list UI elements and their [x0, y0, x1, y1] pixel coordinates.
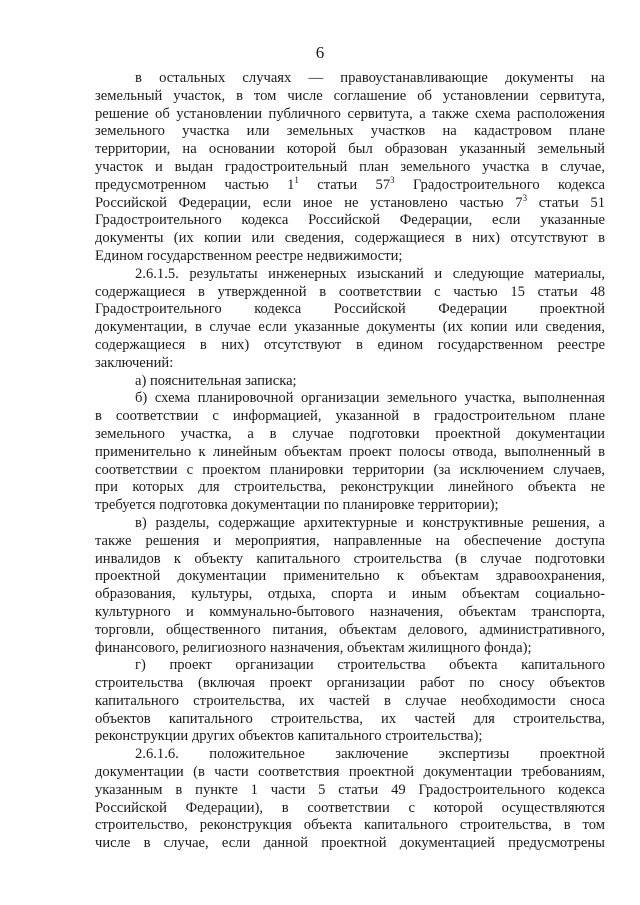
text-line — [95, 746, 605, 764]
paragraph-p-2-6-1-5 — [95, 266, 605, 373]
text-line — [95, 174, 605, 195]
text-line — [95, 835, 605, 853]
text-segment: также решения и мероприятия, направленные на обеспечение доступа — [95, 532, 605, 549]
text-line — [95, 586, 605, 604]
superscript: 3 — [390, 174, 395, 185]
text-segment: документации, в случае если указанные документы (их копии или сведения, — [95, 319, 605, 336]
text-segment: инвалидов к объекту капитального строительства (в случае подготовки — [95, 550, 605, 567]
text-segment: статьи 57 — [298, 176, 391, 193]
text-line — [95, 515, 605, 533]
text-line — [95, 764, 605, 782]
text-segment: Российской Федерации), в соответствии с которой осуществляются — [95, 799, 605, 816]
text-line — [95, 711, 605, 729]
text-segment: требуется подготовка документации по планировке территории); — [95, 497, 499, 514]
paragraph-p-item-g — [95, 657, 605, 746]
text-segment: содержащиеся в утвержденной в соответствии с частью 15 статьи 48 — [95, 283, 605, 300]
text-segment: Градостроительного кодекса — [394, 176, 605, 193]
text-segment: в остальных случаях — правоустанавливающие документы на — [135, 70, 605, 86]
text-line — [95, 248, 605, 266]
text-line — [95, 462, 605, 480]
text-line — [95, 551, 605, 569]
text-segment: применительно к линейным объектам проект полосы отвода, выполненный в — [95, 443, 605, 460]
superscript: 3 — [522, 192, 528, 203]
text-segment: земельный участок, в том числе соглашение об установлении сервитута, — [95, 87, 605, 104]
text-segment: культурного и коммунально-бытового назначения, объектам транспорта, — [95, 603, 605, 620]
text-line — [95, 782, 605, 800]
text-segment: заключений: — [95, 354, 174, 371]
text-segment: а) пояснительная записка; — [135, 372, 297, 389]
text-segment: в) разделы, содержащие архитектурные и конструктивные решения, а — [135, 514, 605, 531]
text-line — [95, 230, 605, 248]
text-segment: Градостроительного кодекса Российской Федерации, если указанные — [95, 212, 605, 229]
text-line — [95, 728, 605, 746]
paragraph-p-item-v — [95, 515, 605, 657]
text-line — [95, 337, 605, 355]
text-line — [95, 141, 605, 159]
text-segment: реконструкции других объектов капитального строительства); — [95, 728, 483, 745]
superscript: 1 — [294, 174, 299, 185]
text-segment: Градостроительного кодекса Российской Федерации проектной — [95, 301, 605, 318]
text-segment: земельного участка или земельных участков на кадастровом плане — [95, 123, 605, 140]
paragraph-p-other-cases — [95, 70, 605, 266]
text-segment: строительство, реконструкция объекта капитального строительства, в том — [95, 817, 605, 834]
text-line — [95, 479, 605, 497]
paragraph-p-item-b — [95, 390, 605, 515]
text-segment: числе в случае, если данной проектной документацией предусмотрены — [95, 835, 605, 852]
text-line — [95, 123, 605, 141]
text-segment: земельного участка, а в случае подготовки проектной документации — [95, 425, 605, 442]
text-line — [95, 426, 605, 444]
text-segment: содержащиеся в них) отсутствуют в едином государственном реестре — [95, 336, 605, 353]
text-segment: 2.6.1.5. результаты инженерных изысканий и следующие материалы, — [135, 265, 605, 282]
text-segment: объектов капитального строительства, их частей для строительства, — [95, 710, 605, 727]
text-line — [95, 622, 605, 640]
text-line — [95, 675, 605, 693]
text-line — [95, 192, 605, 213]
text-line — [95, 319, 605, 337]
text-line — [95, 373, 605, 391]
paragraph-p-2-6-1-6 — [95, 746, 605, 853]
text-line — [95, 355, 605, 373]
text-segment: указанным в пункте 1 части 5 статьи 49 Градостроительного кодекса — [95, 781, 605, 798]
text-segment: б) схема планировочной организации земельного участка, выполненная — [135, 390, 605, 407]
text-line — [95, 800, 605, 818]
text-line — [95, 444, 605, 462]
text-segment: капитального строительства, их частей в случае необходимости сноса — [95, 692, 605, 709]
text-line — [95, 817, 605, 835]
document-body — [95, 70, 605, 853]
text-line — [95, 70, 605, 88]
text-segment: торговли, общественного питания, объектам делового, административного, — [95, 621, 605, 638]
text-segment: г) проект организации строительства объекта капитального — [135, 657, 605, 674]
text-segment: 2.6.1.6. положительное заключение экспертизы проектной — [135, 746, 605, 763]
text-line — [95, 106, 605, 124]
text-segment: Едином государственном реестре недвижимости; — [95, 247, 403, 264]
text-segment: строительства (включая проект организации работ по сносу объектов — [95, 675, 605, 692]
text-line — [95, 568, 605, 586]
text-segment: в соответствии с информацией, указанной в градостроительном плане — [95, 408, 605, 425]
text-segment: соответствии с проектом планировки территории (за исключением случаев, — [95, 461, 605, 478]
text-line — [95, 533, 605, 551]
text-line — [95, 284, 605, 302]
text-line — [95, 640, 605, 658]
text-line — [95, 657, 605, 675]
text-line — [95, 604, 605, 622]
text-segment: территории, на основании которой был образован указанный земельный — [95, 141, 605, 158]
text-segment: решение об установлении публичного сервитута, а также схема расположения — [95, 105, 605, 122]
text-line — [95, 301, 605, 319]
text-line — [95, 212, 605, 230]
text-segment: документы (их копии или сведения, содержащиеся в них) отсутствуют в — [95, 230, 605, 247]
text-segment: образования, культуры, отдыха, спорта и иным объектам социально- — [95, 586, 605, 603]
text-segment: финансового, религиозного назначения, объектам жилищного фонда); — [95, 639, 532, 656]
text-line — [95, 159, 605, 177]
text-segment: при которых для строительства, реконструкции линейного объекта не — [95, 479, 605, 496]
text-segment: участок и выдан градостроительный план земельного участка в случае, — [95, 158, 605, 175]
text-line — [95, 693, 605, 711]
text-segment: Российской Федерации, если иное не установлено частью 7 — [95, 194, 523, 211]
text-line — [95, 497, 605, 515]
page-number: 6 — [315, 43, 325, 62]
paragraph-p-item-a — [95, 373, 605, 391]
text-segment: документации (в части соответствия проектной документации требованиям, — [95, 764, 605, 781]
text-line — [95, 390, 605, 408]
text-segment: статьи 51 — [527, 194, 605, 211]
text-line — [95, 408, 605, 426]
text-segment: предусмотренном частью 1 — [95, 176, 295, 193]
text-segment: проектной документации применительно к объектам здравоохранения, — [95, 568, 605, 585]
text-line — [95, 88, 605, 106]
text-line — [95, 266, 605, 284]
